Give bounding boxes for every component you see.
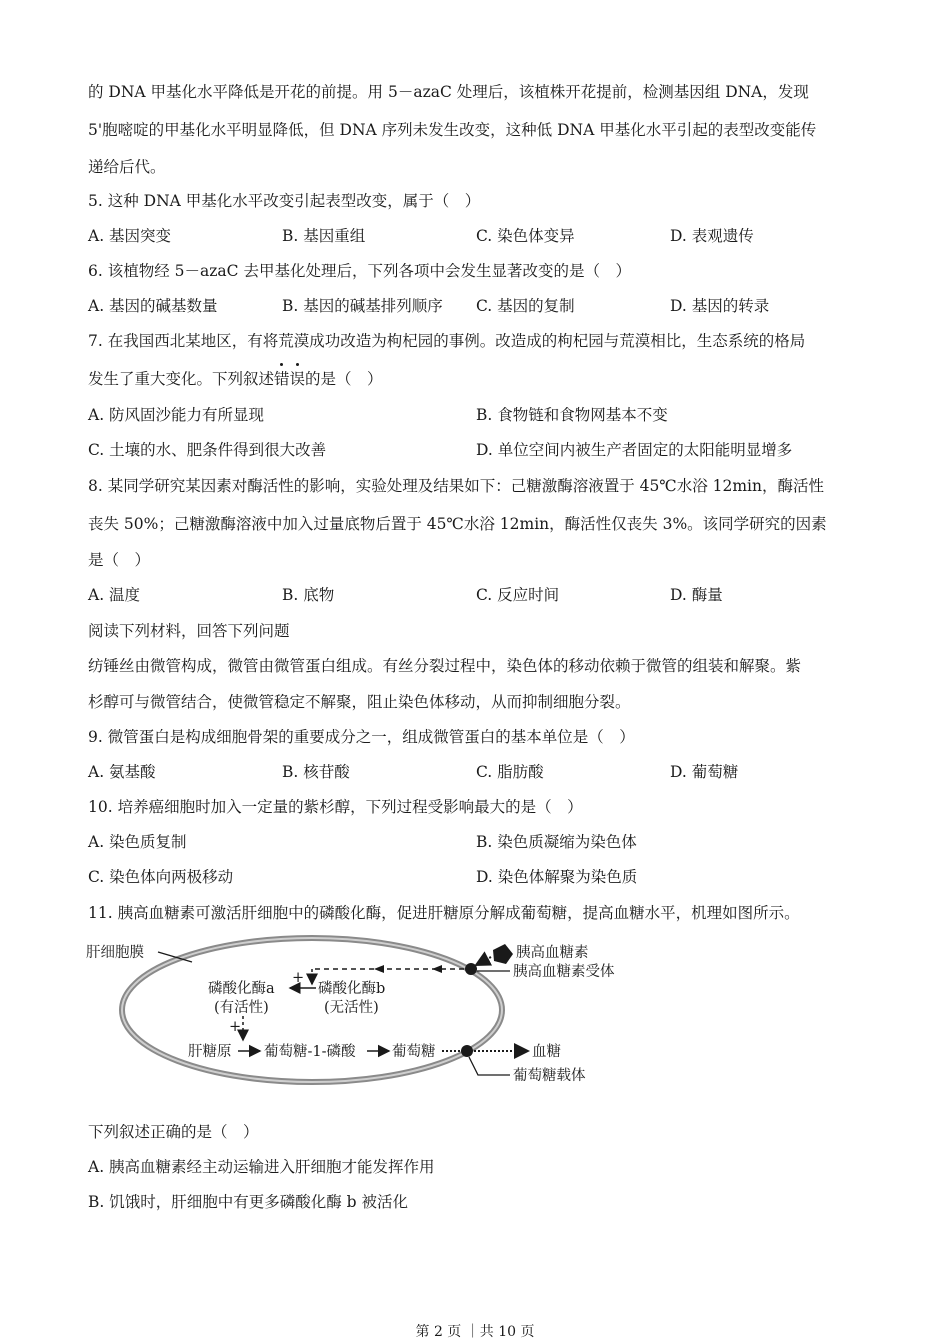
plus-sign-2: + — [229, 1019, 242, 1035]
material-line-2: 杉醇可与微管结合，使微管稳定不解聚，阻止染色体移动，从而抑制细胞分裂。 — [88, 693, 631, 711]
q9-option-c: C. 脂肪酸 — [476, 763, 544, 781]
q7-option-b: B. 食物链和食物网基本不变 — [476, 406, 668, 424]
carrier-icon — [461, 1045, 473, 1057]
q9-option-a: A. 氨基酸 — [88, 763, 156, 781]
enzyme-a-state: (有活性) — [214, 1000, 269, 1016]
q6-option-d: D. 基因的转录 — [670, 297, 770, 315]
q5-option-c: C. 染色体变异 — [476, 227, 575, 245]
q6-option-c: C. 基因的复制 — [476, 297, 575, 315]
glycogen-label: 肝糖原 — [188, 1044, 232, 1060]
emphasis-dot — [296, 363, 299, 366]
signal-arrowhead-2 — [374, 965, 384, 973]
question-7-stem-line-1: 7. 在我国西北某地区，有将荒漠成功改造为枸杞园的事例。改造成的枸杞园与荒漠相比，生态系统的格局 — [88, 332, 806, 350]
g1p-label: 葡萄糖-1-磷酸 — [264, 1044, 356, 1060]
question-9-stem: 9. 微管蛋白是构成细胞骨架的重要成分之一，组成微管蛋白的基本单位是（ ） — [88, 728, 635, 746]
membrane-label: 肝细胞膜 — [86, 945, 144, 961]
receptor-label: 胰高血糖素受体 — [513, 964, 615, 980]
q8-option-c: C. 反应时间 — [476, 586, 560, 604]
q7-option-a: A. 防风固沙能力有所显现 — [88, 406, 265, 424]
carrier-pointer — [469, 1057, 510, 1075]
question-8-stem-line-2: 丧失 50%；己糖激酶溶液中加入过量底物后置于 45℃水浴 12min，酶活性仅丧失 3%。该同学研究的因素 — [88, 515, 827, 533]
material-heading: 阅读下列材料，回答下列问题 — [88, 622, 290, 640]
q9-option-b: B. 核苷酸 — [282, 763, 350, 781]
liver-cell-diagram — [80, 930, 640, 1095]
q7-stem-post: 的是（ ） — [305, 370, 383, 388]
q5-option-d: D. 表观遗传 — [670, 227, 754, 245]
cell-membrane-inner — [122, 938, 502, 1082]
question-5-stem: 5. 这种 DNA 甲基化水平改变引起表型改变，属于（ ） — [88, 192, 481, 210]
glucagon-icon — [493, 944, 513, 964]
question-10-stem: 10. 培养癌细胞时加入一定量的紫杉醇，下列过程受影响最大的是（ ） — [88, 798, 583, 816]
question-7-stem-line-2 — [88, 369, 383, 389]
q10-option-a: A. 染色质复制 — [88, 833, 187, 851]
enzyme-b-state: (无活性) — [324, 1000, 379, 1016]
question-6-stem: 6. 该植物经 5－azaC 去甲基化处理后，下列各项中会发生显著改变的是（ ） — [88, 262, 631, 280]
q7-stem-pre: 发生了重大变化。下列叙述 — [88, 370, 275, 388]
glucose-label: 葡萄糖 — [392, 1044, 436, 1060]
enzyme-a-label: 磷酸化酶a — [208, 981, 275, 997]
passage-line-3: 递给后代。 — [88, 158, 166, 176]
passage-line-2: 5'胞嘧啶的甲基化水平明显降低，但 DNA 序列未发生改变，这种低 DNA 甲基化水平引起的表型改变能传 — [88, 121, 817, 139]
enzyme-b-label: 磷酸化酶b — [318, 981, 386, 997]
question-8-stem-line-3: 是（ ） — [88, 551, 151, 569]
signal-arrowhead-1 — [432, 965, 442, 973]
q11-option-a: A. 胰高血糖素经主动运输进入肝细胞才能发挥作用 — [88, 1158, 435, 1176]
emphasis-text-2: 误 — [289, 370, 306, 388]
emphasis-char-1 — [274, 369, 290, 389]
q7-option-d: D. 单位空间内被生产者固定的太阳能明显增多 — [476, 441, 793, 459]
emphasis-dot — [280, 363, 283, 366]
q10-option-c: C. 染色体向两极移动 — [88, 868, 234, 886]
q10-option-d: D. 染色体解聚为染色质 — [476, 868, 638, 886]
question-8-stem-line-1: 8. 某同学研究某因素对酶活性的影响，实验处理及结果如下：己糖激酶溶液置于 45℃水浴 12min，酶活性 — [88, 477, 824, 495]
q8-option-d: D. 酶量 — [670, 586, 723, 604]
material-line-1: 纺锤丝由微管构成，微管由微管蛋白组成。有丝分裂过程中，染色体的移动依赖于微管的组装和解聚。紫 — [88, 657, 802, 675]
question-11-stem: 11. 胰高血糖素可激活肝细胞中的磷酸化酶，促进肝糖原分解成葡萄糖，提高血糖水平，机理如图所示。 — [88, 904, 800, 922]
passage-line-1: 的 DNA 甲基化水平降低是开花的前提。用 5－azaC 处理后，该植株开花提前，检测基因组 DNA，发现 — [88, 83, 809, 101]
receptor-icon — [465, 963, 477, 975]
glucagon-label: 胰高血糖素 — [516, 945, 589, 961]
carrier-label: 葡萄糖载体 — [513, 1068, 586, 1084]
q11-option-b: B. 饥饿时，肝细胞中有更多磷酸化酶 b 被活化 — [88, 1193, 409, 1211]
q6-option-b: B. 基因的碱基排列顺序 — [282, 297, 443, 315]
q6-option-a: A. 基因的碱基数量 — [88, 297, 218, 315]
q9-option-d: D. 葡萄糖 — [670, 763, 739, 781]
glucagon-arrow — [476, 957, 491, 965]
blood-glucose-label: 血糖 — [532, 1044, 561, 1060]
q5-option-a: A. 基因突变 — [88, 227, 172, 245]
q7-option-c: C. 土壤的水、肥条件得到很大改善 — [88, 441, 327, 459]
plus-sign-1: + — [292, 970, 305, 986]
emphasis-char-2 — [290, 369, 306, 389]
q8-option-b: B. 底物 — [282, 586, 335, 604]
emphasis-text-1: 错 — [274, 370, 290, 388]
page-footer: 第 2 页 ｜共 10 页 — [415, 1324, 535, 1340]
q10-option-b: B. 染色质凝缩为染色体 — [476, 833, 637, 851]
question-11-prompt: 下列叙述正确的是（ ） — [88, 1123, 259, 1141]
q5-option-b: B. 基因重组 — [282, 227, 366, 245]
q8-option-a: A. 温度 — [88, 586, 141, 604]
